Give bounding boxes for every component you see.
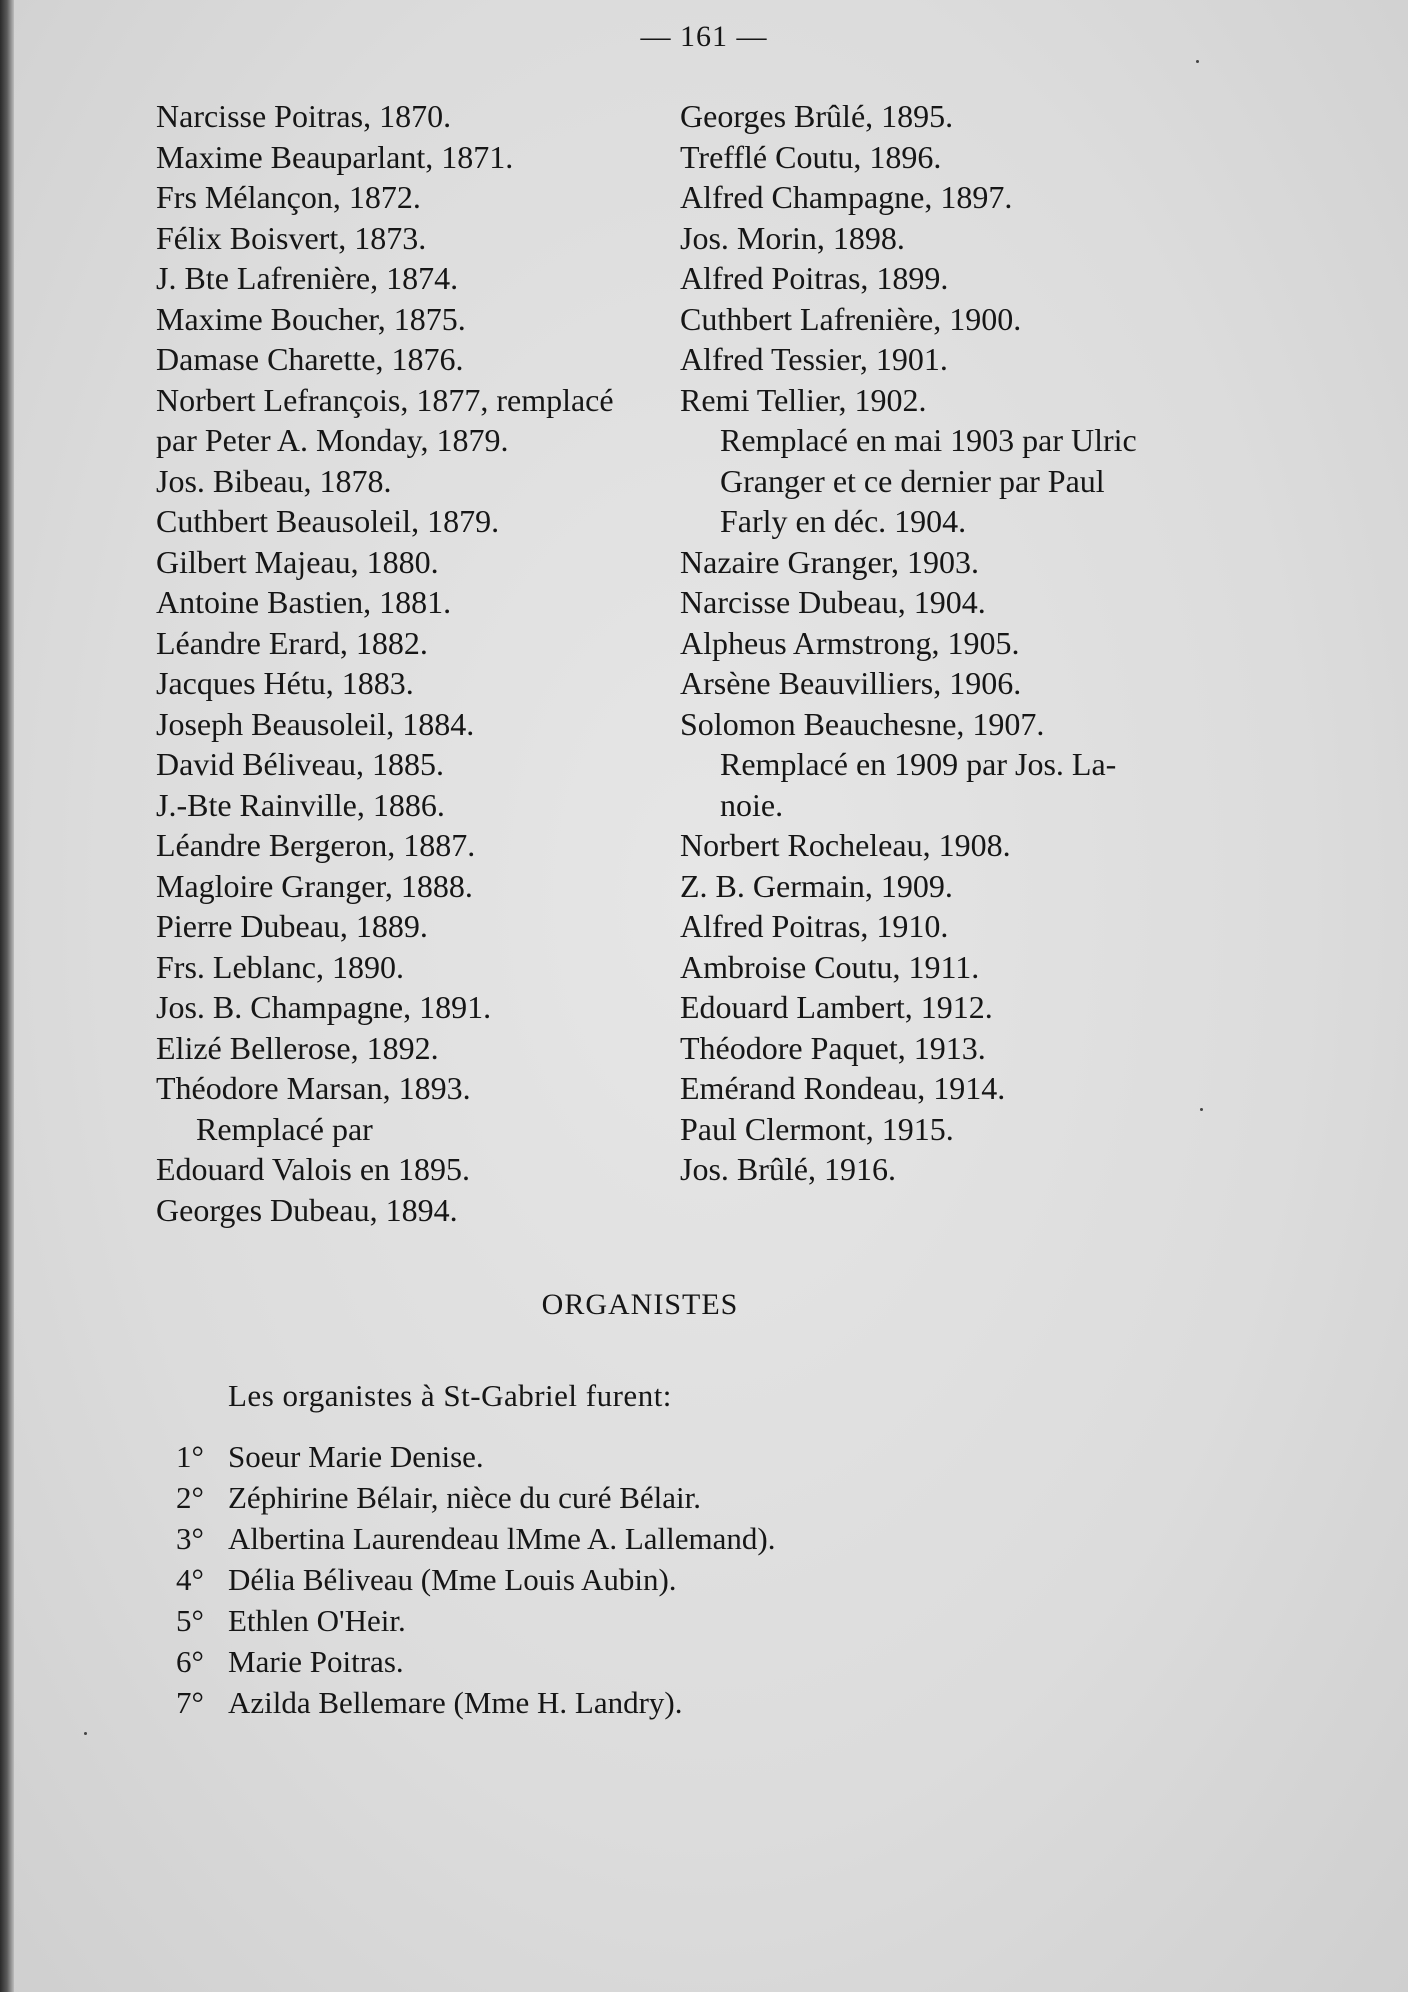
page-number: — 161 —: [640, 20, 768, 53]
list-item: Gilbert Majeau, 1880.: [156, 543, 439, 580]
ordinal-label: 3°: [176, 1521, 204, 1556]
list-item: Jacques Hétu, 1883.: [156, 665, 414, 701]
list-item: Pierre Dubeau, 1889.: [156, 908, 428, 944]
list-item: Alpheus Armstrong, 1905.: [680, 624, 1020, 661]
list-item: Théodore Marsan, 1893.: [156, 1070, 471, 1106]
page-binding-edge: [0, 0, 14, 1992]
list-item: Félix Boisvert, 1873.: [156, 219, 427, 256]
list-item: Jos. Brûlé, 1916.: [680, 1151, 896, 1187]
organist-name: Soeur Marie Denise.: [228, 1439, 484, 1474]
list-item: Georges Dubeau, 1894.: [156, 1191, 458, 1228]
list-item: Edouard Valois en 1895.: [156, 1151, 471, 1187]
list-item: Alfred Tessier, 1901.: [680, 341, 948, 377]
list-item: [176, 1477, 775, 1518]
organist-name: Albertina Laurendeau lMme A. Lallemand).: [228, 1521, 776, 1556]
paper-speck: [84, 1732, 87, 1735]
list-item: Frs Mélançon, 1872.: [156, 179, 421, 215]
list-item-note: Granger et ce dernier par Paul: [720, 462, 1105, 499]
list-item: Antoine Bastien, 1881.: [156, 584, 452, 620]
list-item: Magloire Granger, 1888.: [156, 867, 473, 904]
list-item: Edouard Lambert, 1912.: [680, 989, 993, 1025]
list-item: [176, 1518, 775, 1559]
list-item: Maxime Boucher, 1875.: [156, 300, 466, 337]
list-item: Emérand Rondeau, 1914.: [680, 1070, 1006, 1106]
section-intro: Les organistes à St-Gabriel furent:: [228, 1378, 672, 1413]
list-item-note: Farly en déc. 1904.: [720, 503, 967, 539]
list-item: Cuthbert Beausoleil, 1879.: [156, 503, 500, 539]
list-item: Remi Tellier, 1902.: [680, 381, 927, 418]
section-title: ORGANISTES: [541, 1288, 739, 1321]
ordinal-label: 4°: [176, 1562, 204, 1597]
list-item-note: Remplacé par: [196, 1110, 373, 1147]
list-item: Arsène Beauvilliers, 1906.: [680, 665, 1022, 701]
list-item: Georges Brûlé, 1895.: [680, 98, 954, 134]
list-item: Narcisse Dubeau, 1904.: [680, 584, 986, 620]
list-item: [176, 1559, 775, 1600]
list-item: Trefflé Coutu, 1896.: [680, 138, 942, 175]
ordinal-label: 5°: [176, 1603, 204, 1638]
list-item: Frs. Leblanc, 1890.: [156, 948, 404, 985]
paper-speck: [1196, 60, 1199, 63]
list-item: Z. B. Germain, 1909.: [680, 867, 953, 904]
list-item: J. Bte Lafrenière, 1874.: [156, 260, 459, 296]
list-item: Nazaire Granger, 1903.: [680, 543, 980, 580]
list-item: [176, 1682, 775, 1723]
list-item: Alfred Poitras, 1910.: [680, 908, 949, 944]
organists-list: [176, 1436, 775, 1723]
ordinal-label: 7°: [176, 1685, 204, 1720]
list-item: Alfred Poitras, 1899.: [680, 260, 949, 296]
list-item: Léandre Bergeron, 1887.: [156, 827, 476, 863]
list-item: Norbert Lefrançois, 1877, remplacé: [156, 381, 614, 418]
list-item: Maxime Beauparlant, 1871.: [156, 138, 514, 175]
organist-name: Délia Béliveau (Mme Louis Aubin).: [228, 1562, 677, 1597]
paper-speck: [1200, 1108, 1203, 1111]
list-item: Paul Clermont, 1915.: [680, 1110, 954, 1147]
list-item: Jos. Bibeau, 1878.: [156, 462, 392, 499]
list-item: Damase Charette, 1876.: [156, 341, 464, 377]
list-item: Narcisse Poitras, 1870.: [156, 98, 452, 134]
list-item: [176, 1600, 775, 1641]
list-item: [176, 1436, 775, 1477]
list-item: Jos. B. Champagne, 1891.: [156, 989, 492, 1025]
list-item: Joseph Beausoleil, 1884.: [156, 705, 475, 742]
list-item: Théodore Paquet, 1913.: [680, 1029, 986, 1066]
left-column-list: [156, 96, 676, 1230]
list-item-note: Remplacé en mai 1903 par Ulric: [720, 422, 1137, 458]
list-item: [176, 1641, 775, 1682]
ordinal-label: 1°: [176, 1439, 204, 1474]
organist-name: Ethlen O'Heir.: [228, 1603, 406, 1638]
list-item: Jos. Morin, 1898.: [680, 219, 905, 256]
list-item: David Béliveau, 1885.: [156, 746, 444, 782]
organist-name: Azilda Bellemare (Mme H. Landry).: [228, 1685, 683, 1720]
list-item: Cuthbert Lafrenière, 1900.: [680, 300, 1022, 337]
list-item: Norbert Rocheleau, 1908.: [680, 827, 1011, 863]
organist-name: Marie Poitras.: [228, 1644, 404, 1679]
list-item-note: Remplacé en 1909 par Jos. La-: [720, 746, 1117, 782]
list-item: J.-Bte Rainville, 1886.: [156, 786, 445, 823]
list-item: Elizé Bellerose, 1892.: [156, 1029, 439, 1066]
list-item: Léandre Erard, 1882.: [156, 624, 428, 661]
list-item: par Peter A. Monday, 1879.: [156, 422, 509, 458]
ordinal-label: 6°: [176, 1644, 204, 1679]
organist-name: Zéphirine Bélair, nièce du curé Bélair.: [228, 1480, 702, 1515]
ordinal-label: 2°: [176, 1480, 204, 1515]
right-column-list: [680, 96, 1220, 1190]
list-item-note: noie.: [720, 786, 784, 823]
list-item: Alfred Champagne, 1897.: [680, 179, 1013, 215]
list-item: Ambroise Coutu, 1911.: [680, 948, 980, 985]
list-item: Solomon Beauchesne, 1907.: [680, 705, 1045, 742]
